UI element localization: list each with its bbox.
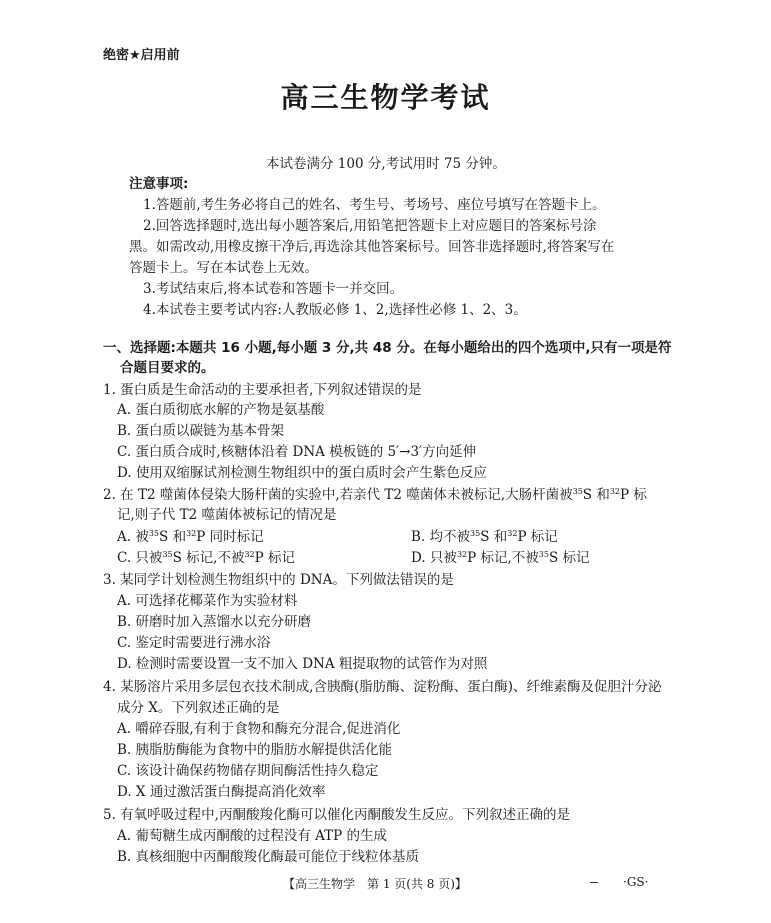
q4-option-c: C. 该设计确保药物储存期间酶活性持久稳定 [117,763,379,779]
q4-option-b: B. 胰脂肪酶能为食物中的脂肪水解提供活化能 [117,742,393,758]
q2-option-c: C. 只被$^{35}$S 标记,不被$^{32}$P 标记 [117,550,296,566]
page-footer: 【高三生物学 第 1 页(共 8 页)】 [283,877,467,891]
q2-option-a: A. 被$^{35}$S 和$^{32}$P 同时标记 [117,529,264,545]
footer-mark: ·GS· [623,875,649,889]
q4-option-a: A. 嚼碎吞服,有利于食物和酶充分混合,促进消化 [117,721,401,737]
q3-option-a: A. 可选择花椰菜作为实验材料 [117,593,298,609]
q4-stem-cont: 成分 X。下列叙述正确的是 [117,700,280,716]
notice-2b: 黑。如需改动,用橡皮擦干净后,再选涂其他答案标号。回答非选择题时,将答案写在 [129,239,615,255]
q1-option-d: D. 使用双缩脲试剂检测生物组织中的蛋白质时会产生紫色反应 [117,465,487,481]
q3-option-d: D. 检测时需要设置一支不加入 DNA 粗提取物的试管作为对照 [117,656,488,672]
notice-4: 4.本试卷主要考试内容:人教版必修 1、2,选择性必修 1、2、3。 [143,302,527,318]
q3-option-c: C. 鉴定时需要进行沸水浴 [117,635,271,651]
exam-title: 高三生物学考试 [280,81,491,114]
q3-stem: 3. 某同学计划检测生物组织中的 DNA。下列做法错误的是 [103,572,454,588]
q4-stem: 4. 某肠溶片采用多层包衣技术制成,含胰酶(脂肪酶、淀粉酶、蛋白酶)、纤维素酶及促胆汁分泌 [103,679,662,695]
q2-option-d: D. 只被$^{32}$P 标记,不被$^{35}$S 标记 [411,550,590,566]
notice-2c: 答题卡上。写在本试卷上无效。 [129,260,318,276]
section-heading-cont: 合题目要求的。 [120,360,215,376]
q4-option-d: D. X 通过激活蛋白酶提高消化效率 [117,784,326,800]
q1-option-a: A. 蛋白质彻底水解的产物是氨基酸 [117,402,325,418]
q1-option-c: C. 蛋白质合成时,核糖体沿着 DNA 模板链的 5′→3′方向延伸 [117,444,477,460]
q5-stem: 5. 有氧呼吸过程中,丙酮酸羧化酶可以催化丙酮酸发生反应。下列叙述正确的是 [103,807,570,823]
q1-stem: 1. 蛋白质是生命活动的主要承担者,下列叙述错误的是 [103,382,422,398]
q5-option-b: B. 真核细胞中丙酮酸羧化酶最可能位于线粒体基质 [117,849,420,865]
score-line: 本试卷满分 100 分,考试用时 75 分钟。 [266,156,506,172]
notice-title: 注意事项: [129,176,189,192]
notice-1: 1.答题前,考生务必将自己的姓名、考生号、考场号、座位号填写在答题卡上。 [143,197,606,213]
notice-3: 3.考试结束后,将本试卷和答题卡一并交回。 [143,281,404,297]
footer-dash [590,882,598,883]
q3-option-b: B. 研磨时加入蒸馏水以充分研磨 [117,614,312,630]
notice-2a: 2.回答选择题时,选出每小题答案后,用铅笔把答题卡上对应题目的答案标号涂 [143,218,597,234]
q2-option-b: B. 均不被$^{35}$S 和$^{32}$P 标记 [411,529,558,545]
q2-stem: 2. 在 T2 噬菌体侵染大肠杆菌的实验中,若亲代 T2 噬菌体未被标记,大肠杆菌被$^{35}$S 和$^{32}$P 标 [103,487,647,503]
q1-option-b: B. 蛋白质以碳链为基本骨架 [117,423,285,439]
q5-option-a: A. 葡萄糖生成丙酮酸的过程没有 ATP 的生成 [117,828,388,844]
section-heading: 一、选择题:本题共 16 小题,每小题 3 分,共 48 分。在每小题给出的四个选项中,只有一项是符 [103,340,672,356]
q2-stem-cont: 记,则子代 T2 噬菌体被标记的情况是 [117,507,337,523]
confidential-label: 绝密★启用前 [103,48,180,63]
